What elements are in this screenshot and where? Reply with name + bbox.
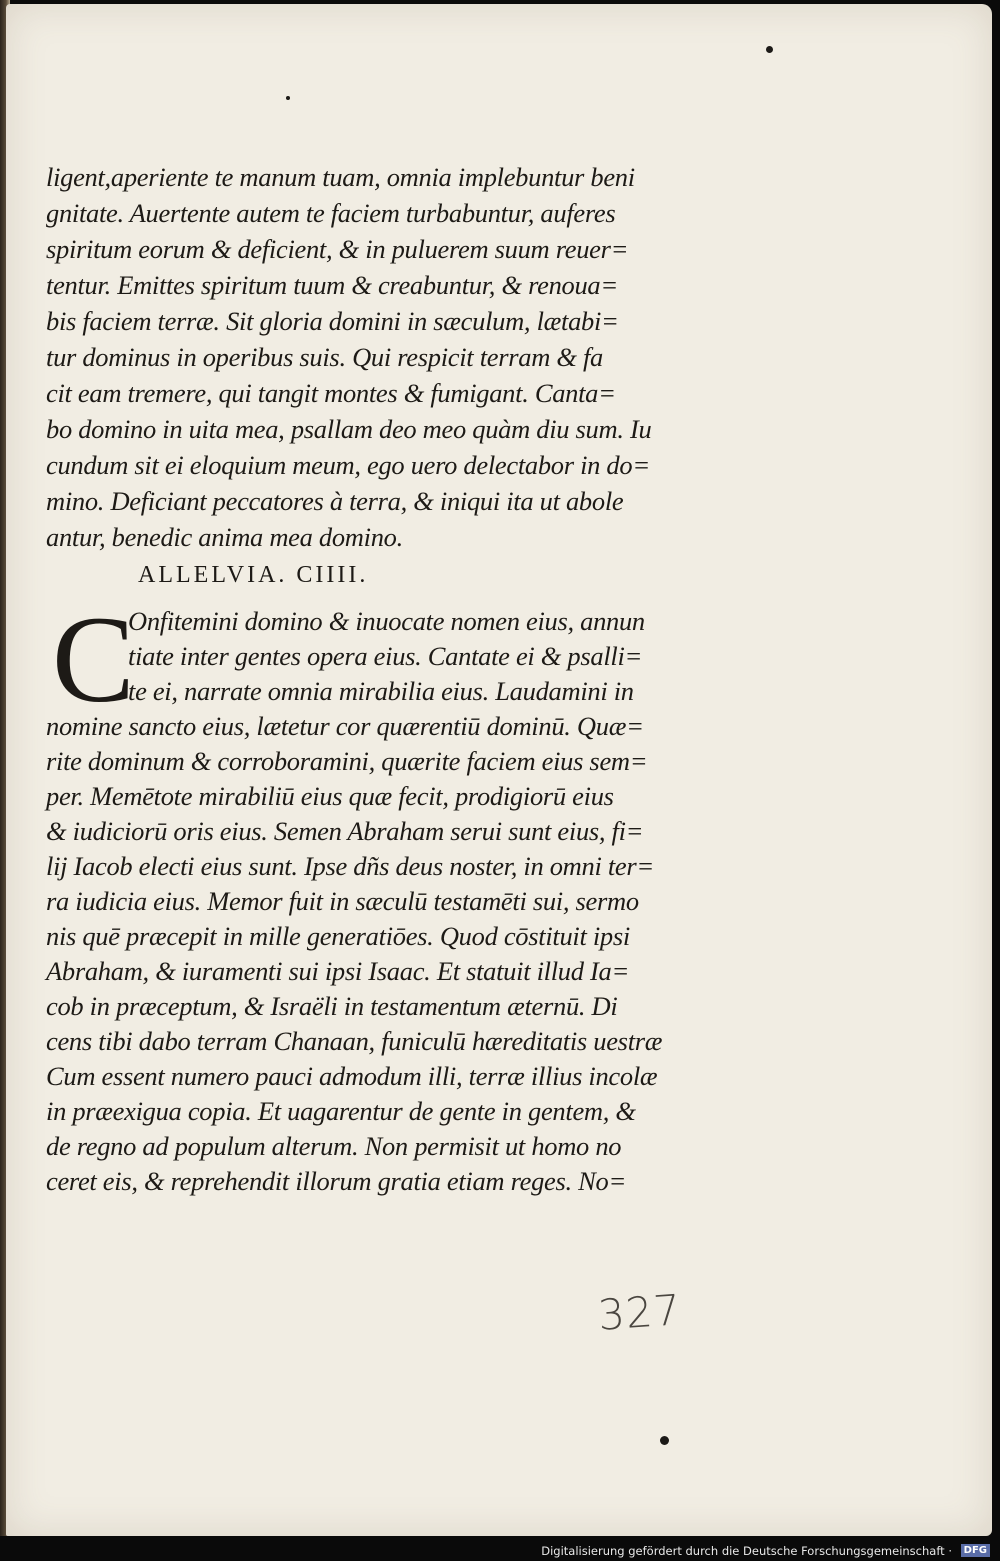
text-line: Cum essent numero pauci admodum illi, terræ illius incolæ [46,1061,658,1091]
digitization-credit: Digitalisierung gefördert durch die Deutsche Forschungsgemeinschaft · [541,1544,952,1558]
handwritten-folio-number: 327 [596,1285,683,1340]
text-line: ligent,aperiente te manum tuam, omnia implebuntur beni [46,162,635,192]
text-line: tentur. Emittes spiritum tuum & creabuntur, & renoua= [46,270,618,300]
text-line: antur, benedic anima mea domino. [46,522,403,552]
text-line: bis faciem terræ. Sit gloria domini in sæculum, lætabi= [46,306,619,336]
text-line: nomine sancto eius, lætetur cor quærentiū dominū. Quæ= [46,711,644,741]
text-line: lij Iacob electi eius sunt. Ipse dñs deus noster, in omni ter= [46,851,654,881]
psalm-heading: ALLELVIA. CIIII. [138,562,369,588]
ink-speck [766,46,773,53]
text-line: Abraham, & iuramenti sui ipsi Isaac. Et statuit illud Ia= [46,956,630,986]
text-line: bo domino in uita mea, psallam deo meo quàm diu sum. Iu [46,414,652,444]
text-line: cob in præceptum, & Israëli in testamentum æternū. Di [46,991,618,1021]
text-line: rite dominum & corroboramini, quærite faciem eius sem= [46,746,648,776]
text-line: cens tibi dabo terram Chanaan, funiculū hæreditatis uestræ [46,1026,663,1056]
text-line: de regno ad populum alterum. Non permisit ut homo no [46,1131,622,1161]
text-line: nis quē præcepit in mille generatiōes. Quod cōstituit ipsi [46,921,630,951]
text-line: gnitate. Auertente autem te faciem turbabuntur, auferes [46,198,616,228]
text-line: te ei, narrate omnia mirabilia eius. Laudamini in [128,676,634,706]
text-line: in præexigua copia. Et uagarentur de gente in gentem, & [46,1096,636,1126]
text-line: tiate inter gentes opera eius. Cantate ei & psalli= [128,641,643,671]
text-line: mino. Deficiant peccatores à terra, & iniqui ita ut abole [46,486,624,516]
text-line: per. Memētote mirabiliū eius quæ fecit, prodigiorū eius [46,781,614,811]
dfg-logo: DFG [961,1544,990,1557]
text-line: & iudiciorū oris eius. Semen Abraham serui sunt eius, fi= [46,816,644,846]
text-line: spiritum eorum & deficient, & in puluerem suum reuer= [46,234,629,264]
ink-speck [660,1436,669,1445]
text-line: cit eam tremere, qui tangit montes & fumigant. Canta= [46,378,616,408]
text-line: tur dominus in operibus suis. Qui respicit terram & fa [46,342,604,372]
text-line: cundum sit ei eloquium meum, ego uero delectabor in do= [46,450,650,480]
drop-cap: C [52,591,135,728]
text-line: ceret eis, & reprehendit illorum gratia etiam reges. No= [46,1166,627,1196]
text-line: ra iudicia eius. Memor fuit in sæculū testamēti sui, sermo [46,886,639,916]
ink-speck [286,96,290,100]
text-line: Onfitemini domino & inuocate nomen eius, annun [128,606,645,636]
